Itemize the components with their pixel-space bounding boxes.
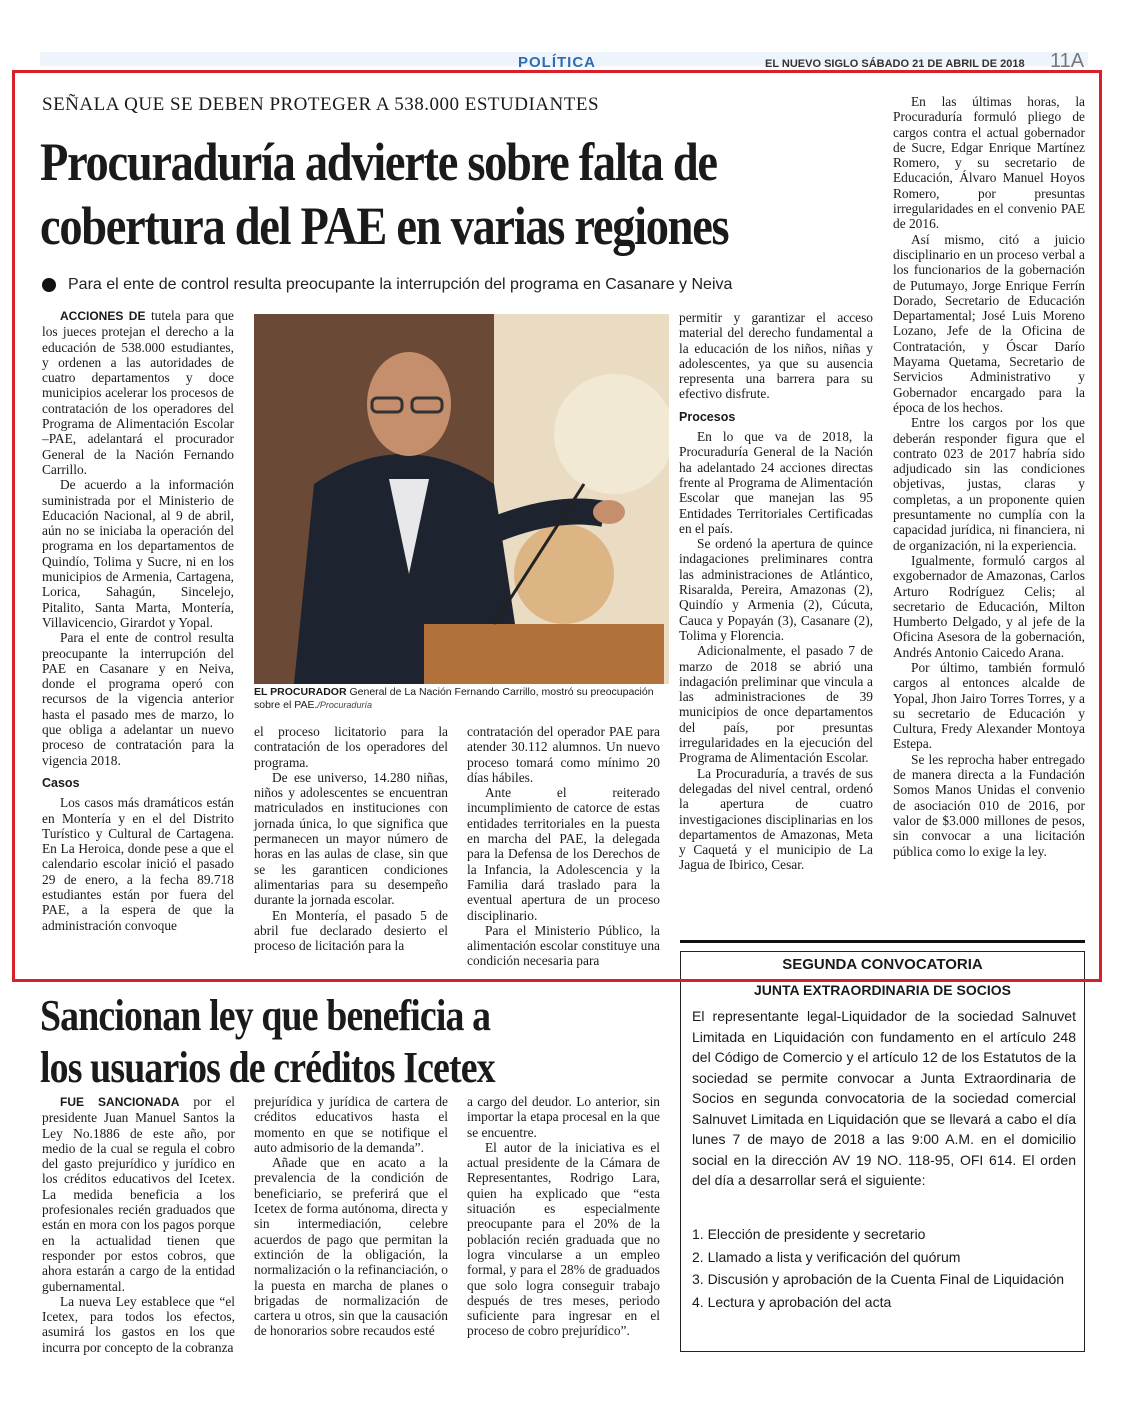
subhead-procesos: Procesos [679,409,736,424]
story-column-1: ACCIONES DE tutela para que los jueces protejan el derecho a la educación de 538.000 estudiantes, y ordenen a las autoridades de cuatro departamentos y doce municipios acelerar los procesos de contratación de los operadores del Programa de Alimentación Escolar –PAE, adelantará el procurador General de la Nación Fernando Carrillo. De acuerdo a la información suministrada por el Ministerio de Educación Nacional, al 9 de abril, aún no se iniciaba la operación del programa en los departamentos de Quindío, Tolima y Sucre, ni en los municipios de Armenia, Cartagena, Lorica, Sahagún, Sincelejo, Pitalito, Santa Marta, Montería, Villavicencio, Girardot y Yopal. Para el ente de control resulta preocupante la interrupción del PAE en Casanare y en Neiva, donde el programa operó con recursos de la vigencia anterior hasta el pasado mes de marzo, lo que obliga a adelantar un nuevo proceso de contratación para la vigencia 2018. Casos Los casos más dramáticos están en Montería y en el del Distrito Turístico y Cultural de Cartagena. En La Heroica, donde pese a que el calendario escolar inició el pasado 29 de enero, a la fecha 89.718 estudiantes están por fuera del PAE, a la espera de que la administración convoque [42,308,234,933]
story2-headline-line-2: los usuarios de créditos Icetex [40,1043,495,1092]
paper-dateline: EL NUEVO SIGLO SÁBADO 21 DE ABRIL DE 2018 [765,58,1025,70]
notice-title: SEGUNDA CONVOCATORIA [782,956,983,973]
lead-word: ACCIONES DE [60,309,146,323]
notice-subtitle: JUNTA EXTRAORDINARIA DE SOCIOS [754,982,1011,998]
agenda-item: 4. Lectura y aprobación del acta [692,1293,892,1310]
story-column-2: el proceso licitatorio para la contratación de los operadores del programa. De ese universo, 14.280 niñas, niños y adolescentes se encuentran matriculados en instituciones con jornada única, lo que significa que permanecen un mayor número de horas en las aulas de clase, sin que se les garanticen condiciones alimentarias para su desempeño durante la jornada escolar. En Montería, el pasado 5 de abril fue declarado desierto el proceso de licitación para la [254,724,448,954]
story2-headline [40,990,573,1094]
subhead-casos: Casos [42,775,80,790]
headline-line-2: cobertura del PAE en varias regiones [40,196,729,256]
agenda-item: 3. Discusión y aprobación de la Cuenta Final de Liquidación [692,1271,1065,1287]
photo-credit: /Procuraduría [317,700,372,710]
headline-line-1: Procuraduría advierte sobre falta de [40,132,717,192]
story2-column-1: FUE SANCIONADA por el presidente Juan Manuel Santos la Ley No.1886 de este año, por medio de la cual se regula el cobro del gasto prejurídico y jurídico en los créditos educativos del Icetex. La medida beneficia a los profesionales recién graduados que están en mora con los pagos porque en la actualidad tienen que responder por estos cobros, que ahora estarán a cargo de la entidad gubernamental. La nueva Ley establece que “el Icetex, para todos los efectos, asumirá los gastos en los que incurra por concepto de la cobranza [42,1094,235,1355]
story-column-3: contratación del operador PAE para atender 30.112 alumnos. Un nuevo proceso tomará como mínimo 20 días hábiles. Ante el reiterado incumplimiento de catorce de estas entidades territoriales en la puesta en marcha del PAE, la delegada para la Defensa de los Derechos de la Infancia, la Adolescencia y la Familia dará traslado para la eventual apertura de un proceso disciplinario. Para el Ministerio Público, la alimentación escolar constituye una condición necesaria para [467,724,660,969]
photo-caption: EL PROCURADOR General de La Nación Fernando Carrillo, mostró su preocupación sobre el PAE./Procuraduría [254,686,654,711]
notice-agenda [692,1224,1076,1314]
highlight-frame [12,70,1102,982]
story-column-5: En las últimas horas, la Procuraduría formuló pliego de cargos contra el actual gobernador de Sucre, Edgar Enrique Martínez Romero, y su secretario de Educación, Álvaro Manuel Hoyos Romero, por presuntas irregularidades en el convenio PAE de 2016. Así mismo, citó a juicio disciplinario en un proceso verbal a los funcionarios de la gobernación de Putumayo, Jorge Enrique Ferrín Dorado, Secretario de Educación Departamental; José Luis Moreno Lozano, Jefe de la Oficina de Contratación, y Óscar Darío Mayama Quetama, Secretario de Servicios Administrativo y Gobernador encargado para la época de los hechos. Entre los cargos por los que deberán responder figura que el contrato 023 de 2017 habría sido adjudicado sin las condiciones objetivas, justas, claras y completas, a un proponente quien presuntamente no cumplía con la capacidad jurídica, ni financiera, ni de organización, ni la experiencia. Igualmente, formuló cargos al exgobernador de Amazonas, Carlos Arturo Rodríguez Celis; al secretario de Educación, Milton Humberto Delgado, y al jefe de la Oficina Asesora de la gobernación, Andrés Antonio Caicedo Arana. Por último, también formuló cargos al entonces alcalde de Yopal, Jhon Jairo Torres Torres, y a su secretario de Educación y Cultura, Fredy Alexander Montoya Estepa. Se les reprocha haber entregado de manera directa a la Fundación Somos Manos Unidas el convenio de asociación 010 de 2016, por valor de $3.000 millones de pesos, sin convocar a una licitación pública como lo exige la ley. [893,94,1085,859]
notice-body: El representante legal-Liquidador de la sociedad Salnuvet Limitada en Liquidación con fundamento en el artículo 248 del Código de Comercio y el artículo 12 de los Estatutos de la sociedad se permite convocar a Junta Extraordinaria de Socios en segunda convocatoria de la sociedad comercial Salnuvet Limitada en Liquidación que se llevará a cabo el día lunes 7 de mayo de 2018 a las 9:00 A.M. en el domicilio social en la dirección AV 19 NO. 118-95, OFI 614. El orden del día a desarrollar será el siguiente: [692,1008,1076,1188]
story2-lead-word: FUE SANCIONADA [60,1095,180,1109]
story2-headline-line-1: Sancionan ley que beneficia a [40,991,491,1040]
caption-label: EL PROCURADOR [254,686,347,698]
deck-text: Para el ente de control resulta preocupante la interrupción del programa en Casanare y Neiva [68,276,733,293]
story-column-4: permitir y garantizar el acceso material del derecho fundamental a la educación de los niños, niñas y adolescentes, ya que su ausencia representa una barrera para su efectivo disfrute. Procesos En lo que va de 2018, la Procuraduría General de la Nación ha adelantado 24 acciones directas frente al Programa de Alimentación Escolar que manejan las 95 Entidades Territoriales Certificadas en el país. Se ordenó la apertura de quince indagaciones preliminares contra las administraciones de Atlántico, Risaralda, Pereira, Amazonas (2), Quindío y Armenia (2), Cúcuta, Cauca y Popayán (3), Casanare (2), Tolima y Florencia. Adicionalmente, el pasado 7 de marzo de 2018 se abrió una indagación preliminar que vincula a las administraciones de 39 municipios de once departamentos del país, por presuntas irregularidades en la ejecución del Programa de Alimentación Escolar. La Procuraduría, a través de sus delegadas del nivel central, ordenó la apertura de cuatro investigaciones disciplinarias en los departamentos de Amazonas, Meta y Caquetá y el municipio de La Jagua de Ibirico, Cesar. [679,310,873,873]
agenda-item: 2. Llamado a lista y verificación del quórum [692,1248,961,1265]
agenda-item: 1. Elección de presidente y secretario [692,1226,926,1242]
page-number: 11A [1050,50,1085,72]
story-kicker: SEÑALA QUE SE DEBEN PROTEGER A 538.000 ESTUDIANTES [42,94,600,115]
section-label: POLÍTICA [518,54,596,71]
story2-column-3: a cargo del deudor. Lo anterior, sin importar la etapa procesal en la que se encuentre. El autor de la iniciativa es el actual presidente de la Cámara de Representantes, Rodrigo Lara, quien ha explicado que “esta situación es especialmente preocupante para el 20% de la población recién graduada que no logra vincularse a un empleo formal, y para el 28% de graduados que solo logra conseguir trabajo después de tres meses, periodo suficiente para ingresar en el proceso de cobro prejurídico”. [467,1094,660,1339]
story2-column-2: prejurídica y jurídica de cartera de créditos educativos hasta el momento en que se notifique el auto admisorio de la demanda”. Añade que en acato a la prevalencia de la condición de beneficiario, se preferirá que el Icetex de forma autónoma, directa y sin intermediación, celebre acuerdos de pago que permitan la extinción de la obligación, la normalización o la refinanciación, o la puesta en marcha de planes o brigadas de normalización de cartera u otros, sin que la causación de honorarios sobre recaudos esté [254,1094,448,1339]
